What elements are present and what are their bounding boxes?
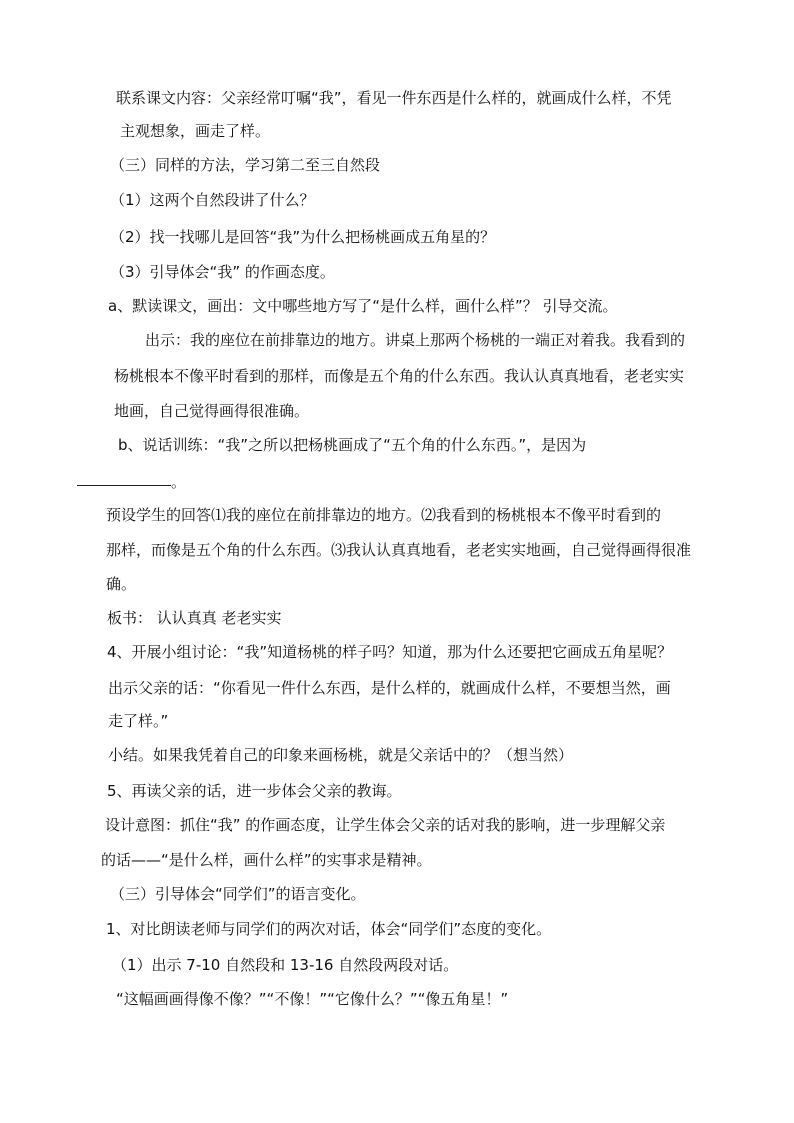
text-line: （三）引导体会“同学们”的语言变化。 [110,885,366,903]
text-line: “这幅画画得像不像？”“不像！”“它像什么？”“像五角星！” [116,990,509,1008]
text-line: 预设学生的回答⑴我的座位在前排靠边的地方。⑵我看到的杨桃根本不像平时看到的 [106,506,662,524]
text-line: （1）出示 7-10 自然段和 13-16 自然段两段对话。 [112,956,459,974]
text-line: 1、对比朗读老师与同学们的两次对话，体会“同学们”态度的变化。 [106,920,552,938]
text-line: （2）找一找哪儿是回答“我”为什么把杨桃画成五角星的？ [110,228,496,246]
text-line: 走了样。” [108,712,169,730]
text-line: （三）同样的方法，学习第二至三自然段 [110,156,381,174]
text-line: 主观想象，画走了样。 [120,122,271,140]
text-line: （3）引导体会“我” 的作画态度。 [110,263,335,281]
text-line: 确。 [106,575,137,593]
text-line: （1）这两个自然段讲了什么？ [110,191,315,209]
text-line: a、默读课文，画出：文中哪些地方写了“是什么样，画什么样”？ 引导交流。 [108,297,618,315]
text-line: 4、开展小组讨论：“我”知道杨桃的样子吗？知道，那为什么还要把它画成五角星呢？ [107,643,673,661]
text-line: 联系课文内容：父亲经常叮嘱“我”，看见一件东西是什么样的，就画成什么样，不凭 [116,89,672,107]
text-line: 出示父亲的话：“你看见一件什么东西，是什么样的，就画成什么样，不要想当然，画 [108,679,671,697]
text-line: 地画，自己觉得画得很准确。 [114,402,310,420]
text-line: 小结。如果我凭着自己的印象来画杨桃，就是父亲话中的？（想当然） [108,746,574,764]
text-line: 的话——“是什么样，画什么样”的实事求是精神。 [101,851,432,869]
text-line: 出示：我的座位在前排靠边的地方。讲桌上那两个杨桃的一端正对着我。我看到的 [145,331,686,349]
blank-underline [77,485,171,486]
text-line: b、说话训练：“我”之所以把杨桃画成了“五个角的什么东西。”，是因为 [118,436,587,454]
text-line: 那样，而像是五个角的什么东西。⑶我认认真真地看，老老实实地画，自己觉得画得很准 [106,541,692,559]
text-line: 。 [171,473,187,491]
text-line: 设计意图：抓住“我” 的作画态度，让学生体会父亲的话对我的影响，进一步理解父亲 [105,816,666,834]
text-line: 板书： 认认真真 老老实实 [107,609,282,627]
text-line: 5、再读父亲的话，进一步体会父亲的教诲。 [107,782,402,800]
text-line: 杨桃根本不像平时看到的那样，而像是五个角的什么东西。我认认真真地看，老老实实 [114,367,685,385]
